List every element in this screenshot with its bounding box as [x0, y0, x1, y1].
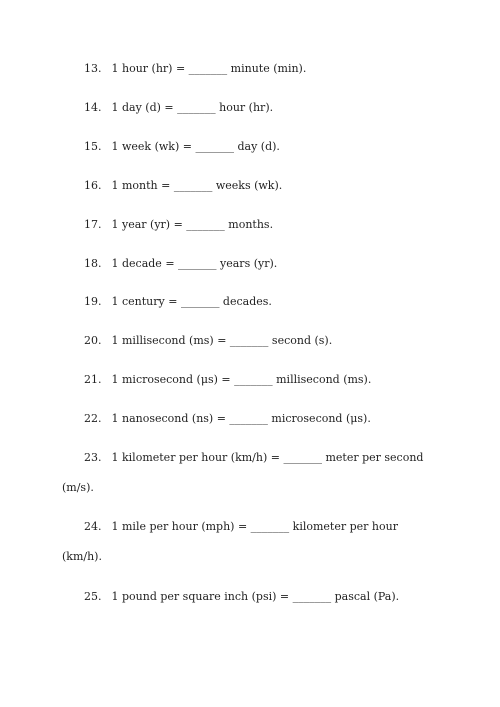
question-text: 1 month = _______ weeks (wk). [111, 179, 283, 192]
question-14 [84, 101, 273, 115]
question-21 [84, 373, 371, 387]
question-number: 16. [84, 179, 102, 192]
question-text: 1 microsecond (μs) = _______ millisecond (ms). [111, 373, 372, 386]
question-18 [84, 257, 277, 271]
question-24-continuation: (km/h). [62, 550, 102, 563]
question-number: 25. [84, 590, 102, 603]
question-23 [84, 451, 423, 465]
question-text: 1 pound per square inch (psi) = _______ pascal (Pa). [111, 590, 400, 603]
question-text: 1 mile per hour (mph) = _______ kilometer per hour [111, 520, 398, 533]
question-number: 17. [84, 218, 102, 231]
question-22 [84, 412, 371, 426]
question-number: 14. [84, 101, 102, 114]
question-text: 1 century = _______ decades. [111, 295, 272, 308]
question-number: 20. [84, 334, 102, 347]
question-text: 1 kilometer per hour (km/h) = _______ meter per second [111, 451, 424, 464]
question-text: 1 year (yr) = _______ months. [111, 218, 274, 231]
question-17 [84, 218, 273, 232]
question-text: 1 nanosecond (ns) = _______ microsecond (μs). [111, 412, 371, 425]
question-15 [84, 140, 280, 154]
question-23-continuation: (m/s). [62, 481, 94, 494]
question-text: 1 week (wk) = _______ day (d). [111, 140, 280, 153]
question-number: 19. [84, 295, 102, 308]
question-number: 13. [84, 62, 102, 75]
question-24 [84, 520, 398, 534]
question-text: 1 hour (hr) = _______ minute (min). [111, 62, 307, 75]
question-text: 1 decade = _______ years (yr). [111, 257, 278, 270]
question-text: 1 day (d) = _______ hour (hr). [111, 101, 274, 114]
question-number: 24. [84, 520, 102, 533]
question-number: 18. [84, 257, 102, 270]
question-number: 23. [84, 451, 102, 464]
question-number: 21. [84, 373, 102, 386]
question-text: 1 millisecond (ms) = _______ second (s). [111, 334, 333, 347]
question-19 [84, 295, 272, 309]
question-number: 22. [84, 412, 102, 425]
question-13 [84, 62, 306, 76]
question-number: 15. [84, 140, 102, 153]
question-20 [84, 334, 332, 348]
question-16 [84, 179, 282, 193]
question-25 [84, 590, 399, 604]
